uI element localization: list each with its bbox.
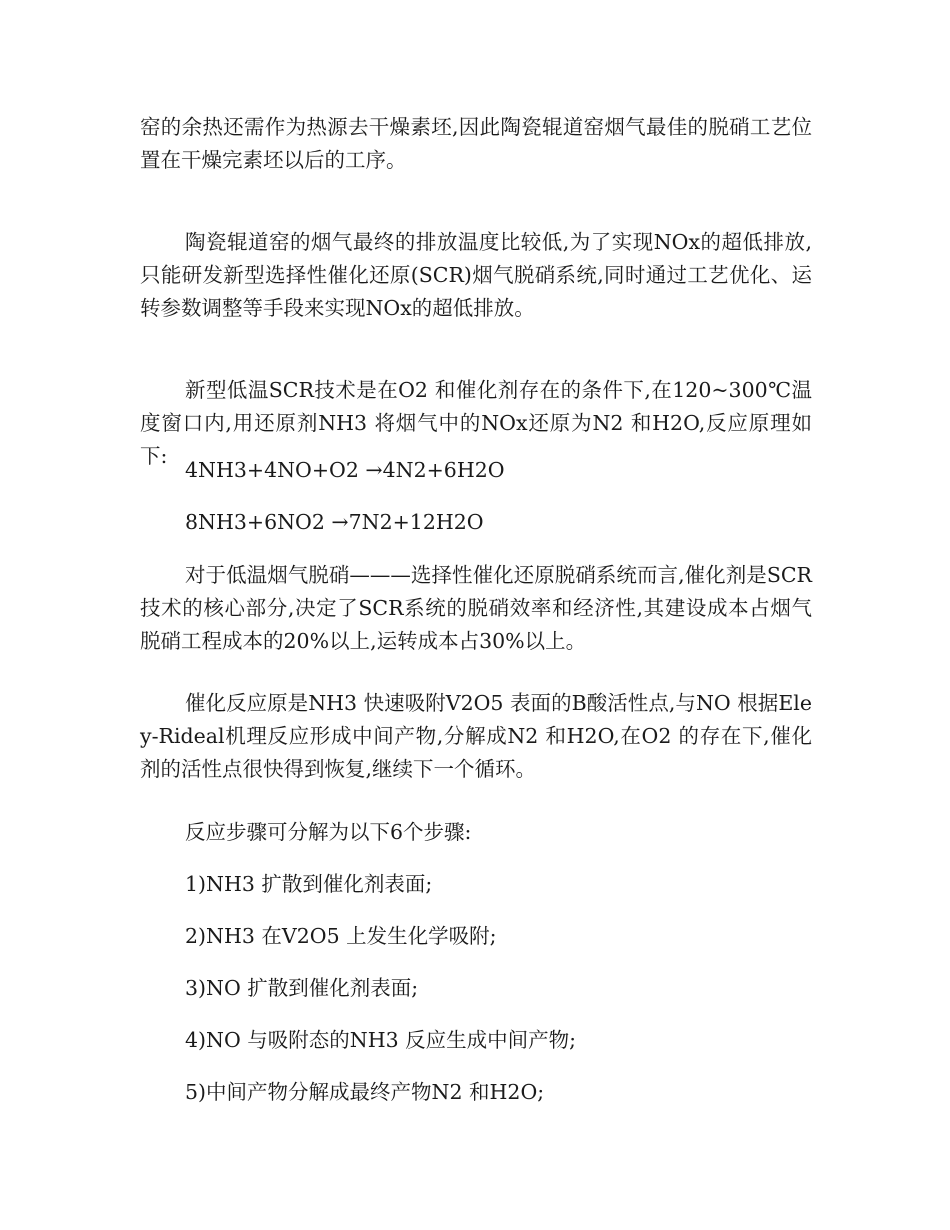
paragraph-reaction-mechanism: 催化反应原是NH3 快速吸附V2O5 表面的B酸活性点,与NO 根据Eley-Rideal机理反应形成中间产物,分解成N2 和H2O,在O2 的存在下,催化剂的活性点很快得到恢复,继续下一个循环。	[140, 691, 812, 781]
paragraph-low-emission: 陶瓷辊道窑的烟气最终的排放温度比较低,为了实现NOx的超低排放,只能研发新型选择性催化还原(SCR)烟气脱硝系统,同时通过工艺优化、运转参数调整等手段来实现NOx的超低排放。	[140, 230, 812, 320]
list-item-step-2: 2)NH3 在V2O5 上发生化学吸附;	[185, 924, 497, 948]
list-item-step-3: 3)NO 扩散到催化剂表面;	[185, 976, 419, 1000]
reaction-equation-2: 8NH3+6NO2 →7N2+12H2O	[185, 510, 484, 534]
reaction-equation-1: 4NH3+4NO+O2 →4N2+6H2O	[185, 458, 505, 482]
paragraph-continuation: 窑的余热还需作为热源去干燥素坯,因此陶瓷辊道窑烟气最佳的脱硝工艺位置在干燥完素坯以后的工序。	[140, 115, 812, 172]
paragraph-scr-technology: 新型低温SCR技术是在O2 和催化剂存在的条件下,在120~300℃温度窗口内,用还原剂NH3 将烟气中的NOx还原为N2 和H2O,反应原理如下:	[140, 378, 812, 468]
paragraph-catalyst-cost: 对于低温烟气脱硝———选择性催化还原脱硝系统而言,催化剂是SCR技术的核心部分,决定了SCR系统的脱硝效率和经济性,其建设成本占烟气脱硝工程成本的20%以上,运转成本占30%以上。	[140, 563, 812, 653]
list-item-step-5: 5)中间产物分解成最终产物N2 和H2O;	[185, 1080, 545, 1104]
list-item-step-1: 1)NH3 扩散到催化剂表面;	[185, 872, 433, 896]
list-item-step-4: 4)NO 与吸附态的NH3 反应生成中间产物;	[185, 1028, 577, 1052]
paragraph-steps-intro: 反应步骤可分解为以下6个步骤:	[185, 820, 472, 844]
